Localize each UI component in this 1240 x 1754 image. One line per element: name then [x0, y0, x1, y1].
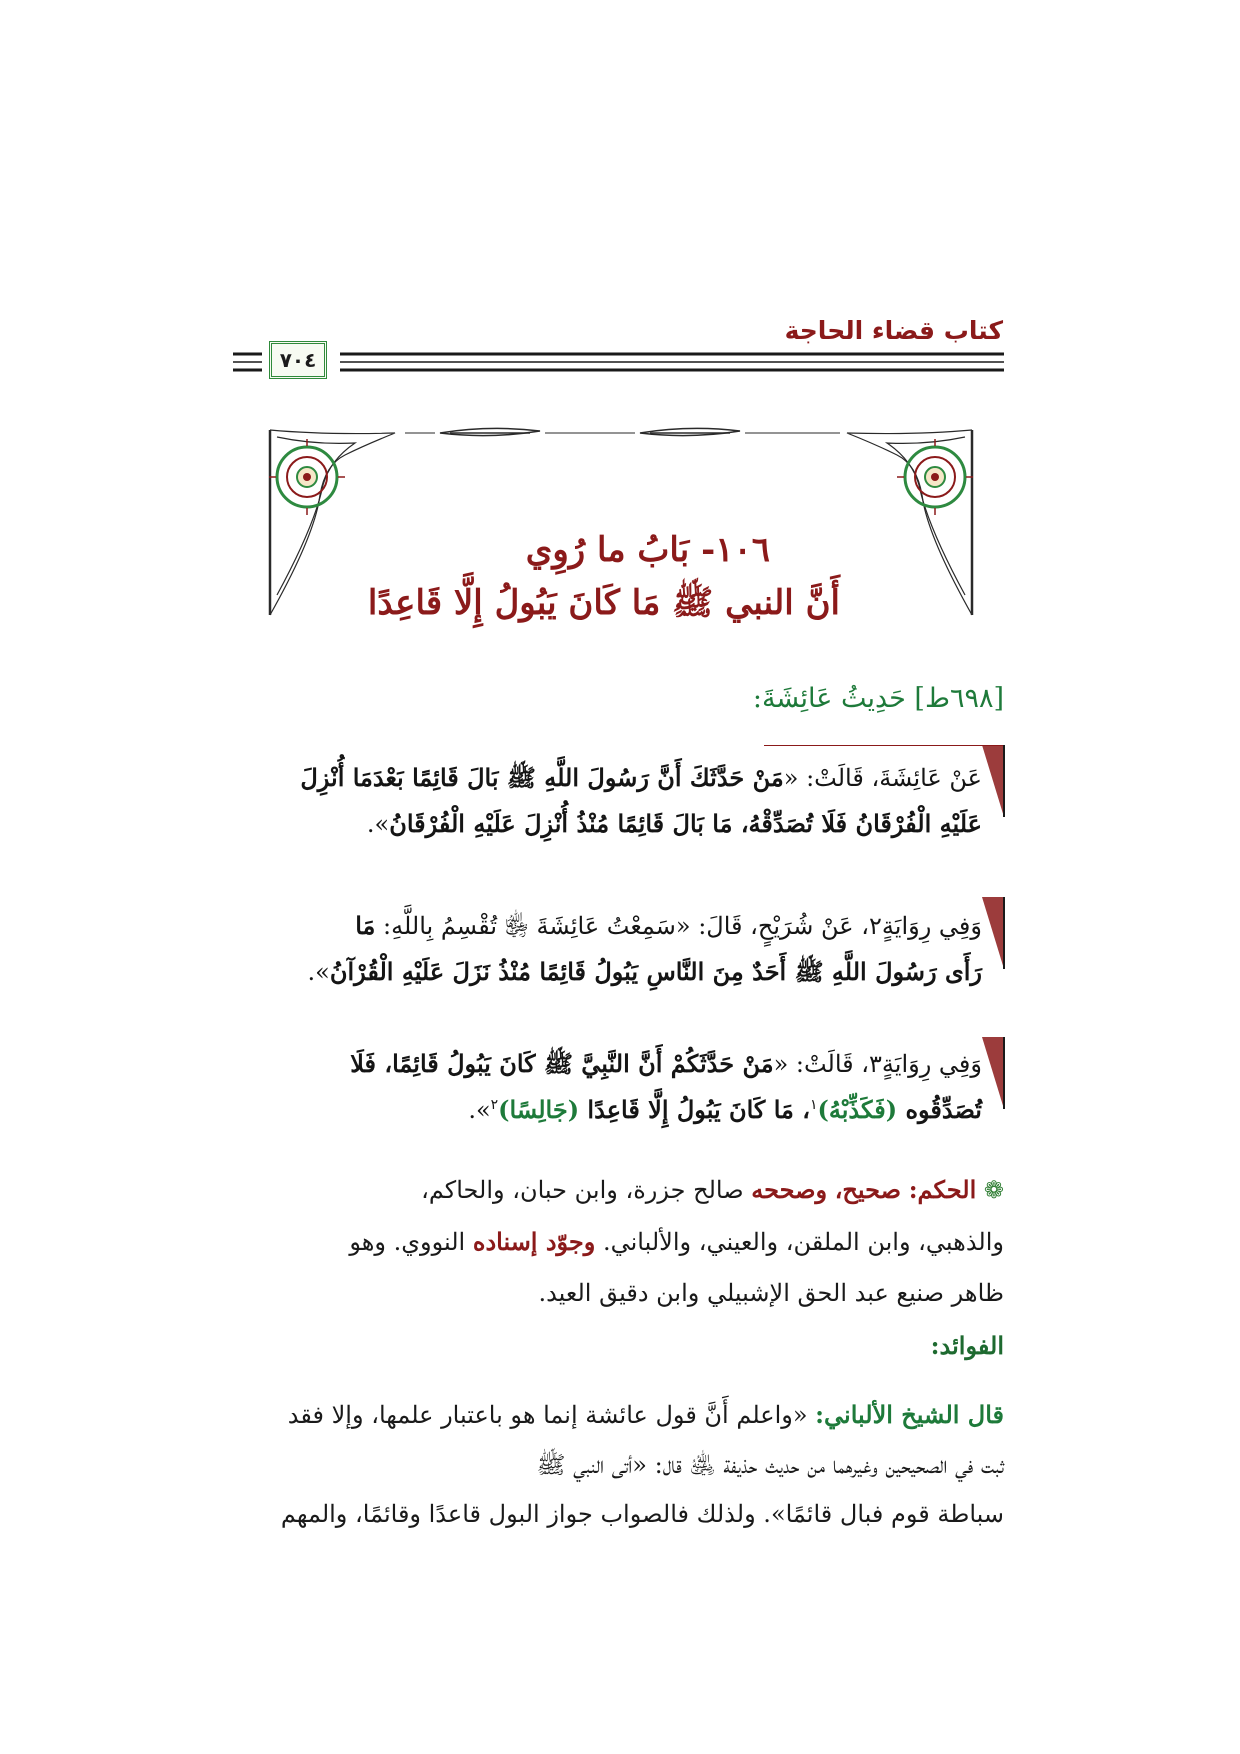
corner-ornament-icon [982, 745, 1006, 817]
narration-block-3 [234, 1037, 1004, 1147]
ruling-jawwada: وجوّد إسناده [472, 1227, 596, 1256]
right-corner-ornament [847, 430, 972, 615]
albani-line-1 [288, 1400, 1004, 1429]
chapter-title-line1: ١٠٦- بَابُ ما رُوِي [525, 530, 770, 570]
corner-ornament-icon [982, 1037, 1006, 1109]
ruling-line-2-a: والذهبي، وابن الملقن، والعيني، والألباني. [602, 1228, 1004, 1256]
running-header-title: كتاب قضاء الحاجة [784, 316, 1003, 345]
narration-3-variant-1: (فَكَذِّبْهُ) [817, 1095, 898, 1124]
ruling-line-1 [421, 1175, 1004, 1204]
albani-line-3: سباطة قوم فبال قائمًا». ولذلك فالصواب جواز البول قاعدًا وقائمًا، والمهم [280, 1500, 1004, 1528]
narration-block-2 [234, 897, 1004, 1007]
narration-2-text-a: مَا [355, 911, 376, 940]
narration-3-text-b: تُصَدِّقُوه [905, 1095, 982, 1124]
page-number-badge [269, 341, 327, 379]
narration-2-intro: وَفِي رِوَايَةٍ٢، عَنْ شُرَيْحٍ، قَالَ: «سَمِعْتُ عَائِشَةَ ﵂ تُقْسِمُ بِاللَّهِ: [375, 912, 982, 940]
page-number: ٧٠٤ [279, 348, 317, 372]
narration-3-text-a: مَنْ حَدَّثَكُمْ أَنَّ النَّبِيَّ ﷺ كَانَ يَبُولُ قَائِمًا، فَلَا [350, 1049, 774, 1078]
albani-label: قال الشيخ الألباني: [815, 1400, 1004, 1429]
flower-bullet-icon: ❁ [983, 1176, 1004, 1204]
narration-1-end: ». [366, 810, 390, 838]
narration-3-line-2 [468, 1095, 982, 1124]
ruling-line-2 [349, 1227, 1004, 1256]
narration-3-end: ». [468, 1096, 491, 1124]
narration-1-text-a: مَنْ حَدَّثَكَ أَنَّ رَسُولَ اللَّهِ ﷺ بَالَ قَائِمًا بَعْدَمَا أُنْزِلَ [300, 763, 784, 792]
top-cartouches [405, 428, 840, 435]
ruling-sahih: صحيح، [834, 1175, 902, 1204]
benefits-label: الفوائد: [930, 1331, 1004, 1360]
narration-3-intro: وَفِي رِوَايَةٍ٣، قَالَتْ: « [773, 1050, 982, 1078]
footnote-ref-1: ١ [809, 1097, 818, 1113]
narration-3-variant-2: (جَالِسًا) [498, 1095, 580, 1124]
narration-2-text-b: رَأَى رَسُولَ اللَّهِ ﷺ أَحَدٌ مِنَ النَّاسِ يَبُولُ قَائِمًا مُنْذُ نَزَلَ عَلَيْهِ الْقُرْآنُ [329, 957, 982, 986]
narration-1-text-b: عَلَيْهِ الْفُرْقَانُ فَلَا تُصَدِّقْهُ، مَا بَالَ قَائِمًا مُنْذُ أُنْزِلَ عَلَيْهِ الْفُرْقَانُ [389, 809, 982, 838]
ruling-line-1-rest: صالح جزرة، وابن حبان، والحاكم، [421, 1176, 744, 1204]
narration-3-text-c: ، مَا كَانَ يَبُولُ إِلَّا قَاعِدًا [587, 1095, 810, 1124]
left-rosette [269, 439, 345, 515]
ruling-label: الحكم: [908, 1175, 977, 1204]
narration-1-line-2 [367, 809, 982, 838]
right-rosette [897, 439, 973, 515]
narration-3-line-1 [350, 1049, 982, 1084]
hadith-heading: [٦٩٨ط] حَدِيثُ عَائِشَةَ: [752, 683, 1004, 714]
narration-1-intro: عَنْ عَائِشَةَ، قَالَتْ: « [783, 764, 982, 792]
albani-line-1-rest: «واعلم أَنَّ قول عائشة إنما هو باعتبار علمها، وإلا فقد [287, 1401, 808, 1429]
albani-line-2: ثبت في الصحيحين وغيرهما من حديث حذيفة ﵁ قال: «أتى النبي ﷺ [536, 1451, 1004, 1479]
narration-2-line-2 [308, 957, 983, 992]
header-rules [0, 0, 1240, 400]
footnote-ref-2: ٢ [490, 1097, 499, 1113]
ruling-line-2-b: النووي. وهو [349, 1228, 466, 1256]
narration-2-line-1 [355, 911, 982, 946]
ruling-line-3: ظاهر صنيع عبد الحق الإشبيلي وابن دقيق العيد. [538, 1279, 1004, 1307]
ruling-sahhahahu: وصححه [751, 1175, 828, 1204]
chapter-title-line2: أَنَّ النبي ﷺ مَا كَانَ يَبُولُ إِلَّا قَاعِدًا [367, 583, 840, 623]
narration-block-1 [234, 745, 1004, 855]
narration-rule [764, 745, 1004, 746]
narration-2-end: ». [307, 958, 330, 986]
corner-ornament-icon [982, 897, 1006, 969]
narration-1-line-1 [300, 763, 982, 798]
